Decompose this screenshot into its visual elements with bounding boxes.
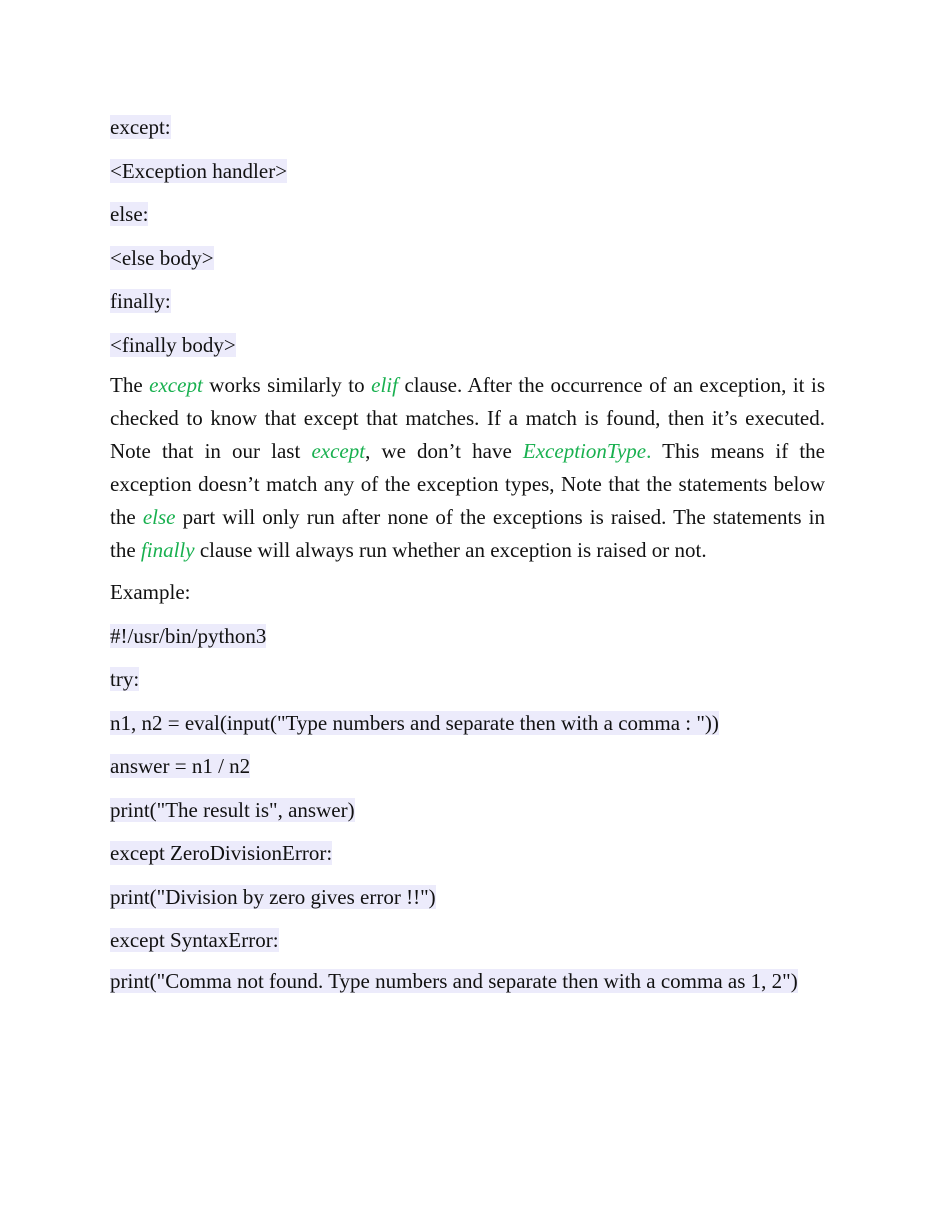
code-text: except ZeroDivisionError: <box>110 841 333 865</box>
code-line <box>110 621 825 651</box>
code-text: #!/usr/bin/python3 <box>110 623 267 648</box>
code-line <box>110 112 825 142</box>
code-text: <else body> <box>110 245 214 270</box>
code-line <box>110 925 825 955</box>
code-text: print("Division by zero gives error !!") <box>110 884 436 909</box>
keyword-else: else <box>142 505 176 529</box>
code-text: print("The result is", answer) <box>110 797 355 822</box>
code-line <box>110 286 825 316</box>
code-text: else: <box>110 202 149 226</box>
paragraph-text: works similarly to <box>202 373 372 397</box>
code-text: answer = n1 / n2 <box>110 754 251 778</box>
code-line <box>110 751 825 781</box>
code-text: except: <box>110 115 171 139</box>
paragraph-text: clause will always run whether an exception is raised or not. <box>194 538 707 562</box>
paragraph-text: , we don’t have <box>365 439 523 463</box>
paragraph-text: The <box>110 373 150 397</box>
code-line <box>110 156 825 186</box>
keyword-except: except <box>311 439 366 463</box>
code-line <box>110 199 825 229</box>
paragraph-text: part will only run after none of the exceptions is raised. The statements in the <box>110 505 826 562</box>
code-text: except SyntaxError: <box>110 928 279 952</box>
code-line <box>110 708 825 738</box>
code-text: <Exception handler> <box>110 158 288 183</box>
code-text: <finally body> <box>110 332 236 357</box>
code-line <box>110 664 825 694</box>
document-page <box>110 112 825 1006</box>
keyword-period: . <box>646 439 652 463</box>
code-text: try: <box>110 667 140 691</box>
code-line <box>110 882 825 912</box>
code-text: finally: <box>110 289 171 313</box>
keyword-finally: finally <box>140 538 195 562</box>
code-line <box>110 795 825 825</box>
body-paragraph <box>110 369 825 567</box>
example-label: Example: <box>110 580 191 604</box>
code-text: n1, n2 = eval(input("Type numbers and separate then with a comma : ")) <box>110 710 719 735</box>
paragraph-text: clause. After the occurrence of an exception, it is checked to know that except that matches. If a match is found, then it’s executed. Note that in our last <box>110 373 826 463</box>
paragraph-text: This means if the exception doesn’t match any of the exception types, Note that the statements below the <box>110 439 825 529</box>
keyword-except: except <box>149 373 203 397</box>
code-line <box>110 330 825 360</box>
code-line <box>110 838 825 868</box>
keyword-elif: elif <box>371 373 398 397</box>
code-text: print("Comma not found. Type numbers and separate then with a comma as 1, 2") <box>110 968 798 993</box>
code-line <box>110 243 825 273</box>
code-line <box>110 969 825 993</box>
keyword-exceptiontype: ExceptionType <box>522 439 647 463</box>
